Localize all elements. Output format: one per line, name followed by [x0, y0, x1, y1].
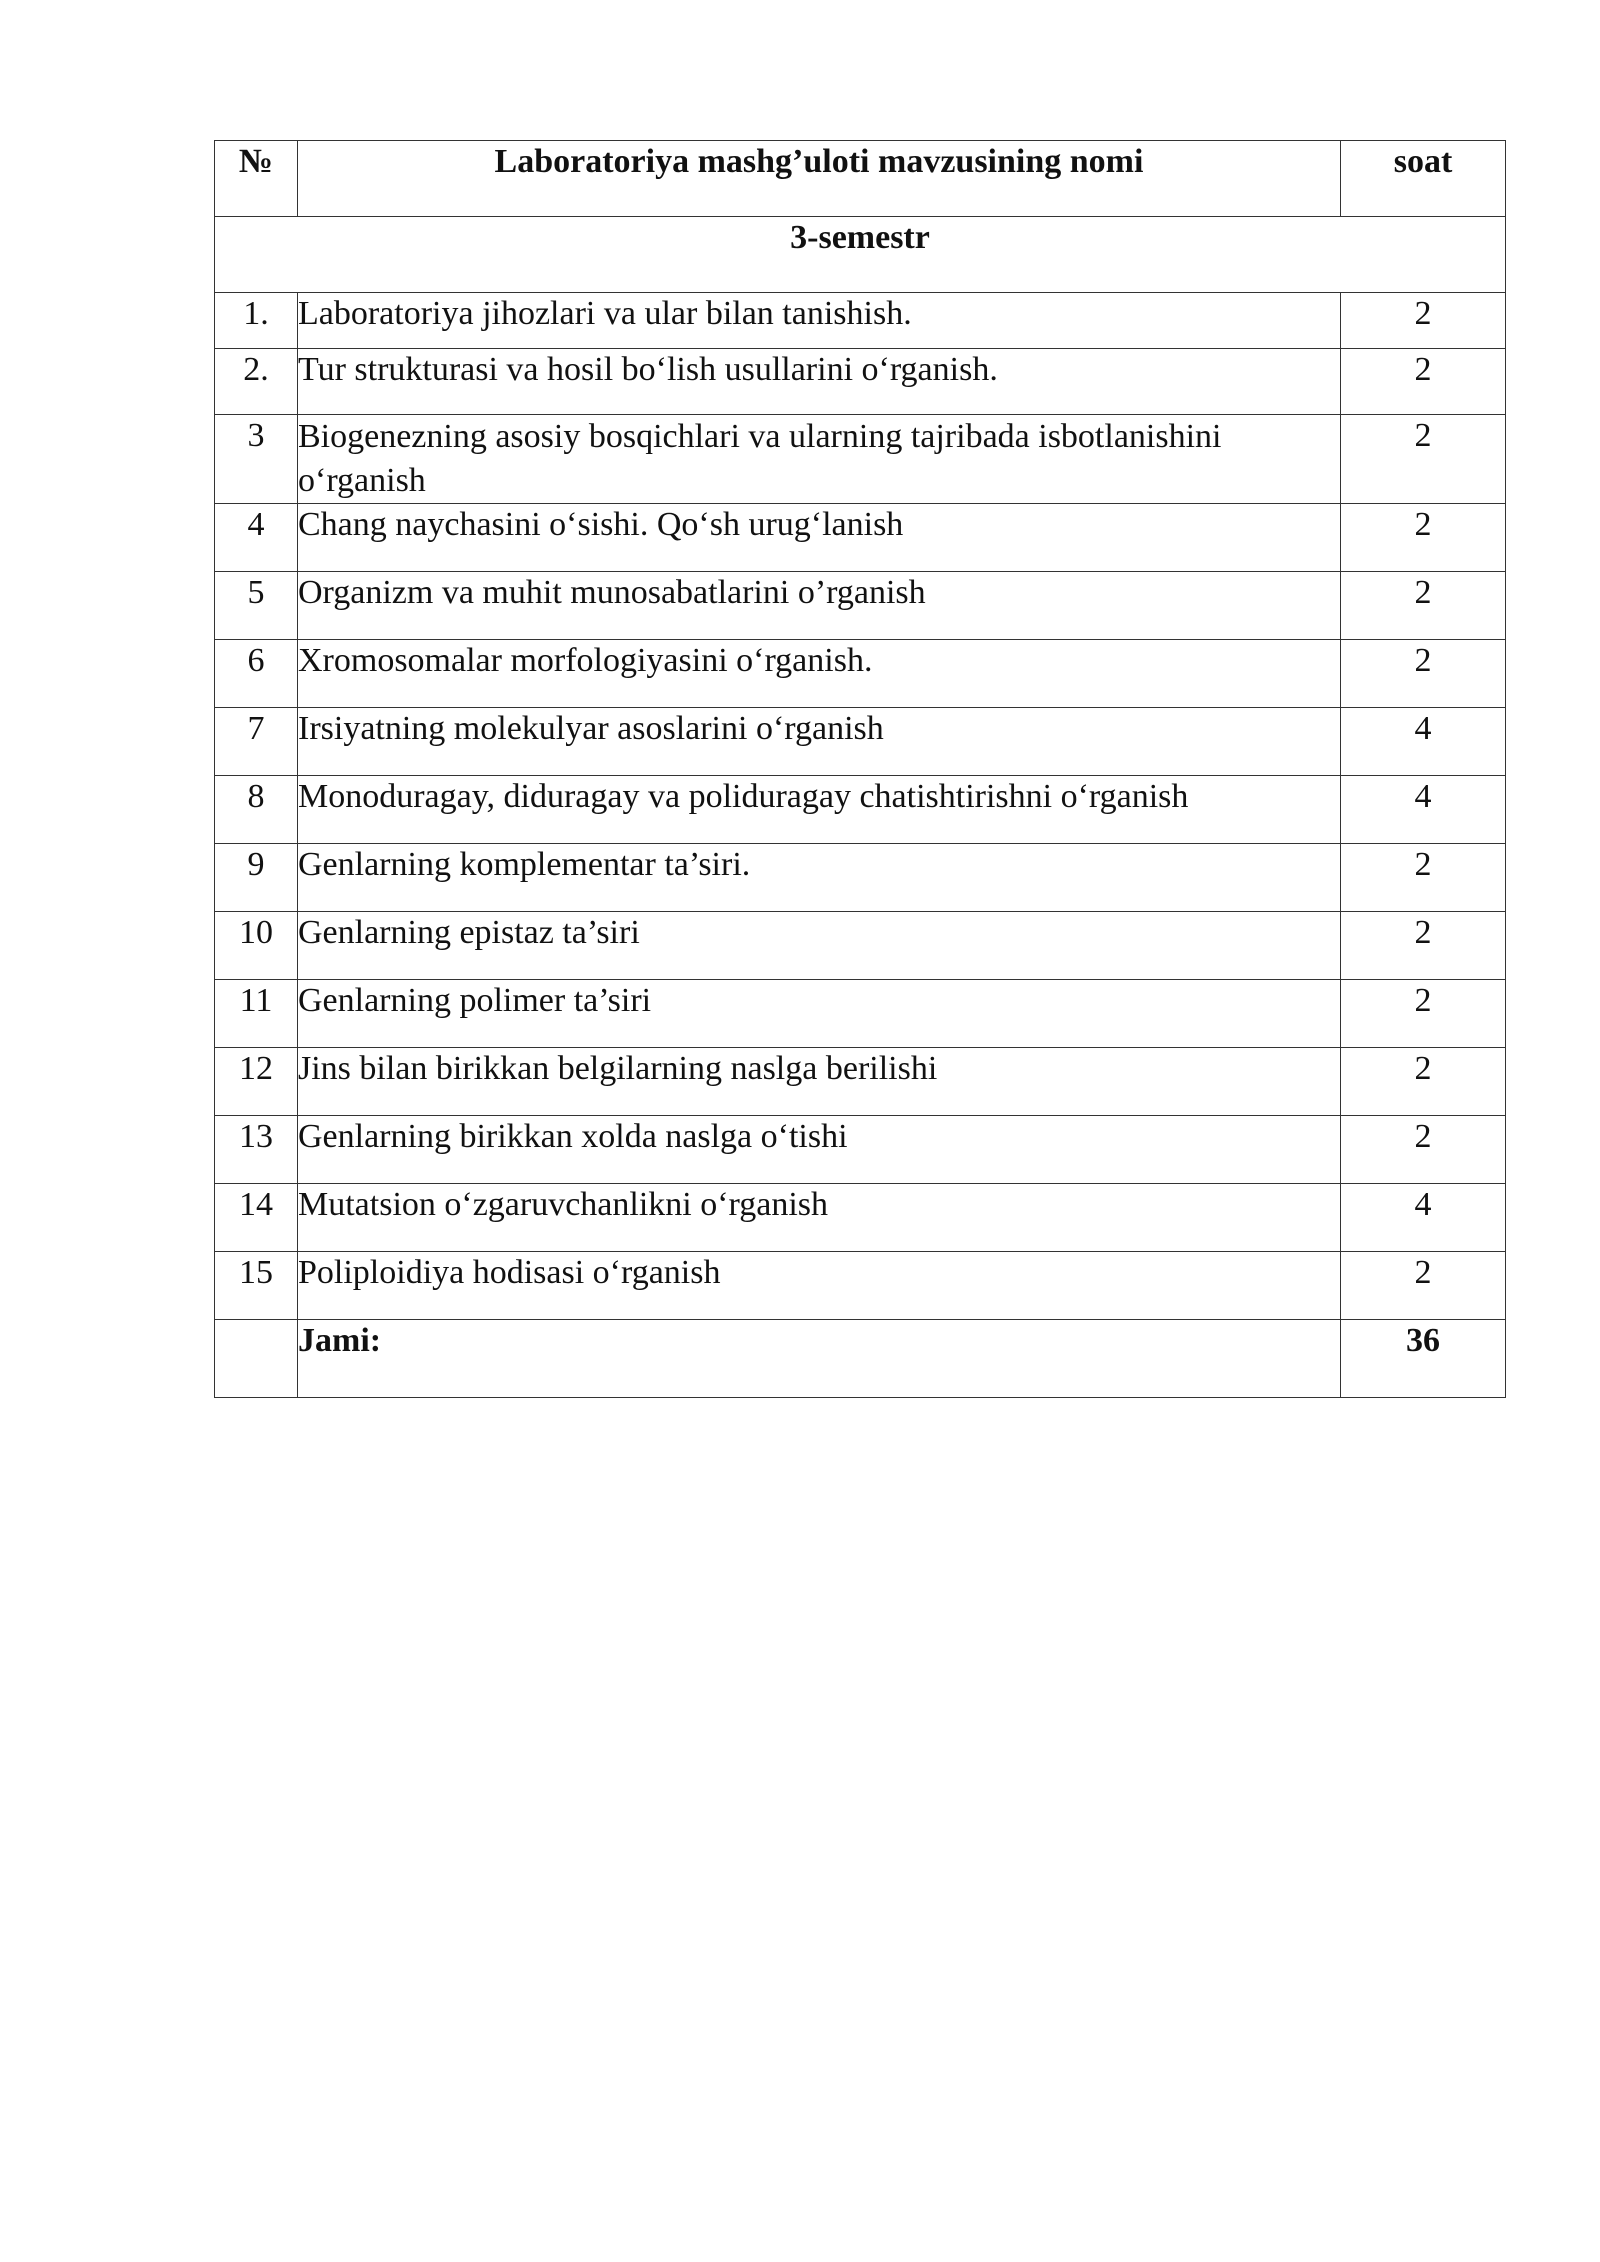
row-hours: 2 [1341, 1116, 1506, 1184]
row-hours: 2 [1341, 844, 1506, 912]
row-number: 9 [215, 844, 298, 912]
table-row [215, 708, 1506, 776]
row-hours: 4 [1341, 776, 1506, 844]
lab-sessions-table [214, 140, 1506, 1398]
row-topic: Genlarning komplementar ta’siri. [298, 844, 1341, 912]
table-row [215, 349, 1506, 415]
row-topic: Genlarning polimer ta’siri [298, 980, 1341, 1048]
row-number: 5 [215, 572, 298, 640]
table-row [215, 640, 1506, 708]
row-hours: 4 [1341, 708, 1506, 776]
row-number: 12 [215, 1048, 298, 1116]
row-topic: Tur strukturasi va hosil bo‘lish usullarini o‘rganish. [298, 349, 1341, 415]
header-hours: soat [1341, 141, 1506, 217]
row-number: 11 [215, 980, 298, 1048]
row-number: 8 [215, 776, 298, 844]
row-hours: 2 [1341, 504, 1506, 572]
row-number: 10 [215, 912, 298, 980]
row-hours: 4 [1341, 1184, 1506, 1252]
header-number: № [215, 141, 298, 217]
total-label: Jami: [298, 1320, 1341, 1398]
row-topic: Organizm va muhit munosabatlarini o’rganish [298, 572, 1341, 640]
row-hours: 2 [1341, 980, 1506, 1048]
table-row [215, 1116, 1506, 1184]
row-hours: 2 [1341, 572, 1506, 640]
row-number: 7 [215, 708, 298, 776]
header-topic-title: Laboratoriya mashg’uloti mavzusining nomi [298, 141, 1341, 217]
table-row [215, 572, 1506, 640]
row-hours: 2 [1341, 349, 1506, 415]
row-number: 14 [215, 1184, 298, 1252]
table-row [215, 1184, 1506, 1252]
table-row [215, 1048, 1506, 1116]
row-number: 6 [215, 640, 298, 708]
row-hours: 2 [1341, 640, 1506, 708]
table-row [215, 912, 1506, 980]
row-number: 15 [215, 1252, 298, 1320]
row-number: 3 [215, 415, 298, 504]
total-row [215, 1320, 1506, 1398]
total-empty-cell [215, 1320, 298, 1398]
row-number: 2. [215, 349, 298, 415]
row-topic: Irsiyatning molekulyar asoslarini o‘rganish [298, 708, 1341, 776]
row-number: 4 [215, 504, 298, 572]
table-row [215, 415, 1506, 504]
row-topic: Biogenezning asosiy bosqichlari va ularning tajribada isbotlanishini o‘rganish [298, 415, 1341, 504]
table-row [215, 1252, 1506, 1320]
table-row [215, 980, 1506, 1048]
row-number: 13 [215, 1116, 298, 1184]
row-topic: Poliploidiya hodisasi o‘rganish [298, 1252, 1341, 1320]
row-hours: 2 [1341, 912, 1506, 980]
table-row [215, 504, 1506, 572]
row-topic: Monoduragay, diduragay va poliduragay chatishtirishni o‘rganish [298, 776, 1341, 844]
semester-row [215, 217, 1506, 293]
row-hours: 2 [1341, 1048, 1506, 1116]
row-topic: Mutatsion o‘zgaruvchanlikni o‘rganish [298, 1184, 1341, 1252]
row-topic: Jins bilan birikkan belgilarning naslga berilishi [298, 1048, 1341, 1116]
row-topic: Xromosomalar morfologiyasini o‘rganish. [298, 640, 1341, 708]
table-row [215, 776, 1506, 844]
row-number: 1. [215, 293, 298, 349]
table-row [215, 293, 1506, 349]
semester-label: 3-semestr [215, 217, 1506, 293]
total-hours: 36 [1341, 1320, 1506, 1398]
row-hours: 2 [1341, 415, 1506, 504]
row-topic: Genlarning epistaz ta’siri [298, 912, 1341, 980]
table-header-row [215, 141, 1506, 217]
row-topic: Genlarning birikkan xolda naslga o‘tishi [298, 1116, 1341, 1184]
row-topic: Chang naychasini o‘sishi. Qo‘sh urug‘lanish [298, 504, 1341, 572]
row-hours: 2 [1341, 1252, 1506, 1320]
row-hours: 2 [1341, 293, 1506, 349]
row-topic: Laboratoriya jihozlari va ular bilan tanishish. [298, 293, 1341, 349]
table-row [215, 844, 1506, 912]
